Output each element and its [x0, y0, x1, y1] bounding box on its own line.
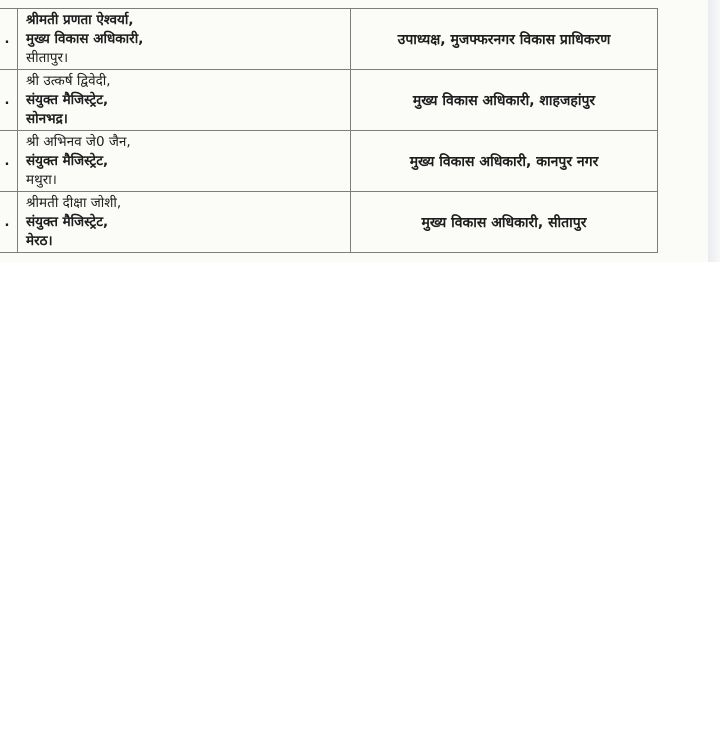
officer-details — [18, 131, 351, 192]
serial-number: . — [0, 70, 18, 131]
current-location: मेरठ। — [26, 232, 53, 249]
current-location: मथुरा। — [26, 171, 57, 188]
current-post: संयुक्त मैजिस्ट्रेट, — [26, 91, 109, 108]
officer-name: श्री अभिनव जे0 जैन, — [26, 133, 131, 150]
table-row — [0, 9, 658, 70]
scan-edge — [708, 0, 720, 262]
officer-name: श्रीमती दीक्षा जोशी, — [26, 194, 122, 211]
serial-number: . — [0, 131, 18, 192]
officer-details — [18, 9, 351, 70]
new-posting-text: मुख्य विकास अधिकारी, कानपुर नगर — [409, 154, 599, 170]
new-posting — [351, 192, 658, 253]
current-location: सोनभद्र। — [26, 110, 68, 127]
officer-name: श्री उत्कर्ष द्विवेदी, — [26, 72, 111, 89]
table-row — [0, 70, 658, 131]
officer-name: श्रीमती प्रणता ऐश्वर्या, — [26, 11, 134, 28]
current-post: संयुक्त मैजिस्ट्रेट, — [26, 152, 109, 169]
officer-details — [18, 192, 351, 253]
current-post: मुख्य विकास अधिकारी, — [26, 30, 144, 47]
serial-number: . — [0, 192, 18, 253]
current-location: सीतापुर। — [26, 49, 69, 66]
new-posting — [351, 70, 658, 131]
officer-details — [18, 70, 351, 131]
table-row — [0, 131, 658, 192]
current-post: संयुक्त मैजिस्ट्रेट, — [26, 213, 109, 230]
new-posting — [351, 131, 658, 192]
scanned-document — [0, 0, 708, 262]
serial-number: . — [0, 9, 18, 70]
new-posting-text: मुख्य विकास अधिकारी, सीतापुर — [421, 215, 587, 231]
transfer-table — [0, 8, 658, 253]
new-posting — [351, 9, 658, 70]
new-posting-text: मुख्य विकास अधिकारी, शाहजहांपुर — [412, 93, 596, 109]
table-row — [0, 192, 658, 253]
new-posting-text: उपाध्यक्ष, मुजफ्फरनगर विकास प्राधिकरण — [397, 32, 611, 48]
